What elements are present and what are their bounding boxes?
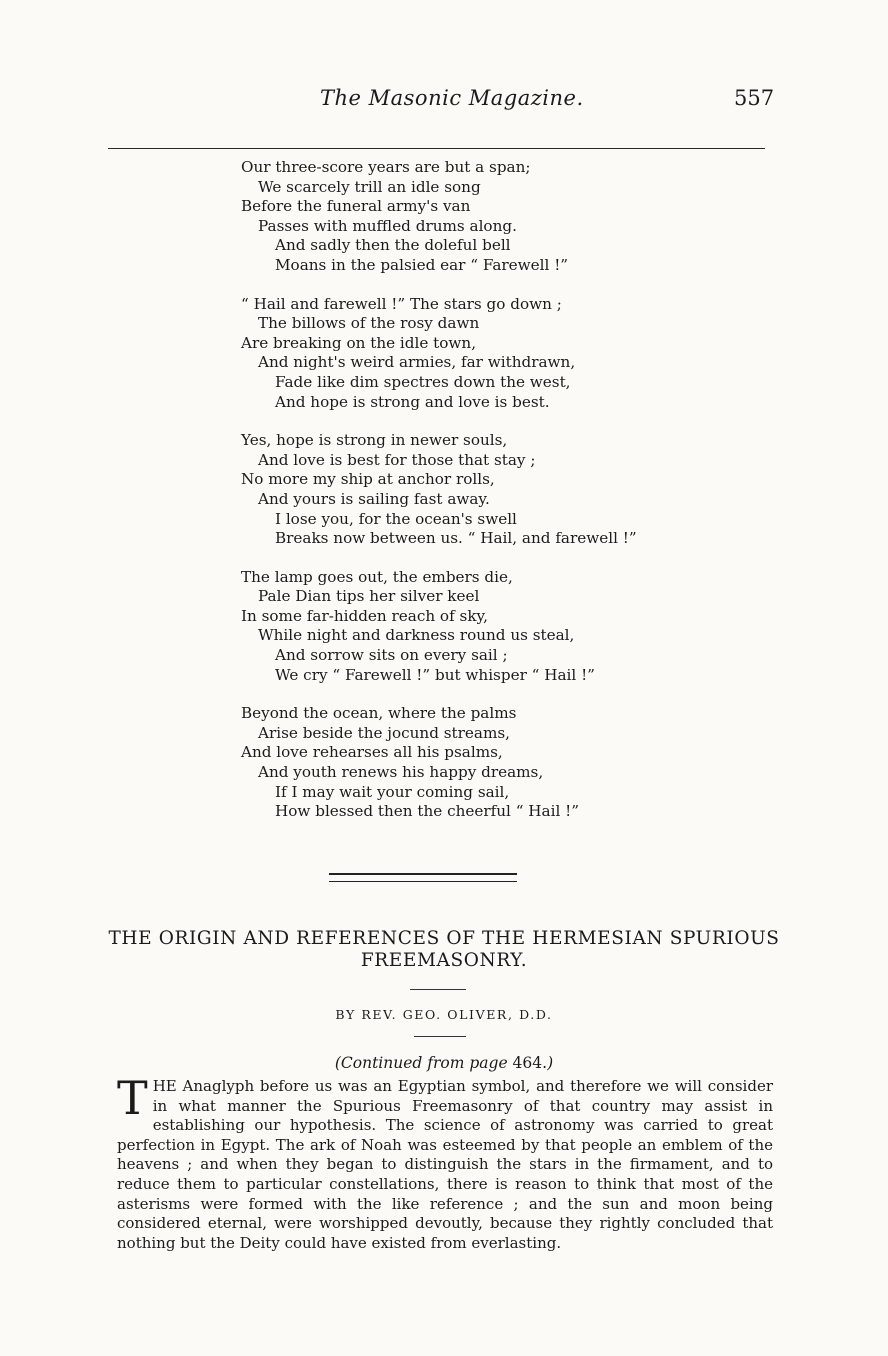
poem-line: If I may wait your coming sail,: [275, 782, 510, 801]
stanza: [241, 158, 761, 276]
title-rule: [410, 989, 466, 990]
poem-line: Are breaking on the idle town,: [241, 333, 477, 352]
byline-rule: [414, 1036, 466, 1037]
paragraph-text: HE Anaglyph before us was an Egyptian symbol, and therefore we will consider in what manner the Spurious Freemasonry of that country may assist in establishing our hypothesis. The science of astronomy was carried to great perfection in Egypt. The ark of Noah was esteemed by that people an emblem of the heavens ; and when they began to distinguish the stars in the firmament, and to reduce them to particular constellations, there is reason to think that most of the asterisms were formed with the like reference ; and the sun and moon being considered eternal, were worshipped devoutly, because they rightly concluded that nothing but the Deity could have existed from everlasting.: [117, 1077, 773, 1252]
poem-line: We cry “ Farewell !” but whisper “ Hail !”: [275, 665, 595, 684]
poem-line: The billows of the rosy dawn: [258, 314, 480, 333]
poem-line: I lose you, for the ocean's swell: [275, 509, 517, 528]
poem-line: And sadly then the doleful bell: [275, 236, 511, 255]
article-paragraph: [117, 1071, 773, 1253]
byline: BY REV. GEO. OLIVER, D.D.: [335, 1007, 553, 1022]
poem-line: No more my ship at anchor rolls,: [241, 470, 495, 489]
poem-line: Before the funeral army's van: [241, 197, 471, 216]
poem-line: Fade like dim spectres down the west,: [275, 372, 571, 391]
poem-line: Our three-score years are but a span;: [241, 158, 531, 176]
stanza: [241, 704, 761, 822]
poem-line: And yours is sailing fast away.: [258, 489, 490, 508]
poem-line: “ Hail and farewell !” The stars go down ;: [241, 294, 562, 313]
poem-line: And hope is strong and love is best.: [275, 392, 550, 411]
article-title-line-2: FREEMASONRY.: [360, 950, 528, 971]
poem-line: And love rehearses all his psalms,: [241, 743, 503, 762]
running-title: The Masonic Magazine.: [320, 86, 584, 110]
stanza: [241, 431, 761, 549]
poem-line: Yes, hope is strong in newer souls,: [241, 431, 508, 450]
poem-line: And sorrow sits on every sail ;: [275, 646, 508, 665]
poem-line: While night and darkness round us steal,: [258, 626, 575, 645]
poem-line: We scarcely trill an idle song: [258, 177, 481, 196]
stanza: [241, 568, 761, 686]
poem-line: Passes with muffled drums along.: [258, 216, 517, 235]
poem-line: In some far-hidden reach of sky,: [241, 606, 488, 625]
poem-line: Arise beside the jocund streams,: [258, 723, 510, 742]
running-header: [0, 86, 888, 116]
continued-note: (Continued from page 464.): [334, 1054, 554, 1072]
drop-cap: T: [117, 1071, 148, 1125]
poem-line: And youth renews his happy dreams,: [258, 763, 544, 782]
stanza: [241, 295, 761, 413]
poem-line: Beyond the ocean, where the palms: [241, 704, 517, 723]
section-divider: [329, 873, 517, 882]
page-number: 557: [734, 86, 775, 110]
poem-line: And love is best for those that stay ;: [258, 450, 536, 469]
header-rule: [108, 148, 765, 149]
poem-line: Breaks now between us. “ Hail, and farewell !”: [275, 529, 637, 548]
poem: [241, 158, 761, 841]
article-title: [100, 928, 788, 972]
poem-line: And night's weird armies, far withdrawn,: [258, 353, 576, 372]
poem-line: Pale Dian tips her silver keel: [258, 587, 480, 606]
poem-line: The lamp goes out, the embers die,: [241, 567, 513, 586]
poem-line: Moans in the palsied ear “ Farewell !”: [275, 255, 569, 274]
poem-line: How blessed then the cheerful “ Hail !”: [275, 802, 580, 821]
article-title-line-1: THE ORIGIN AND REFERENCES OF THE HERMESIAN SPURIOUS: [108, 928, 780, 949]
